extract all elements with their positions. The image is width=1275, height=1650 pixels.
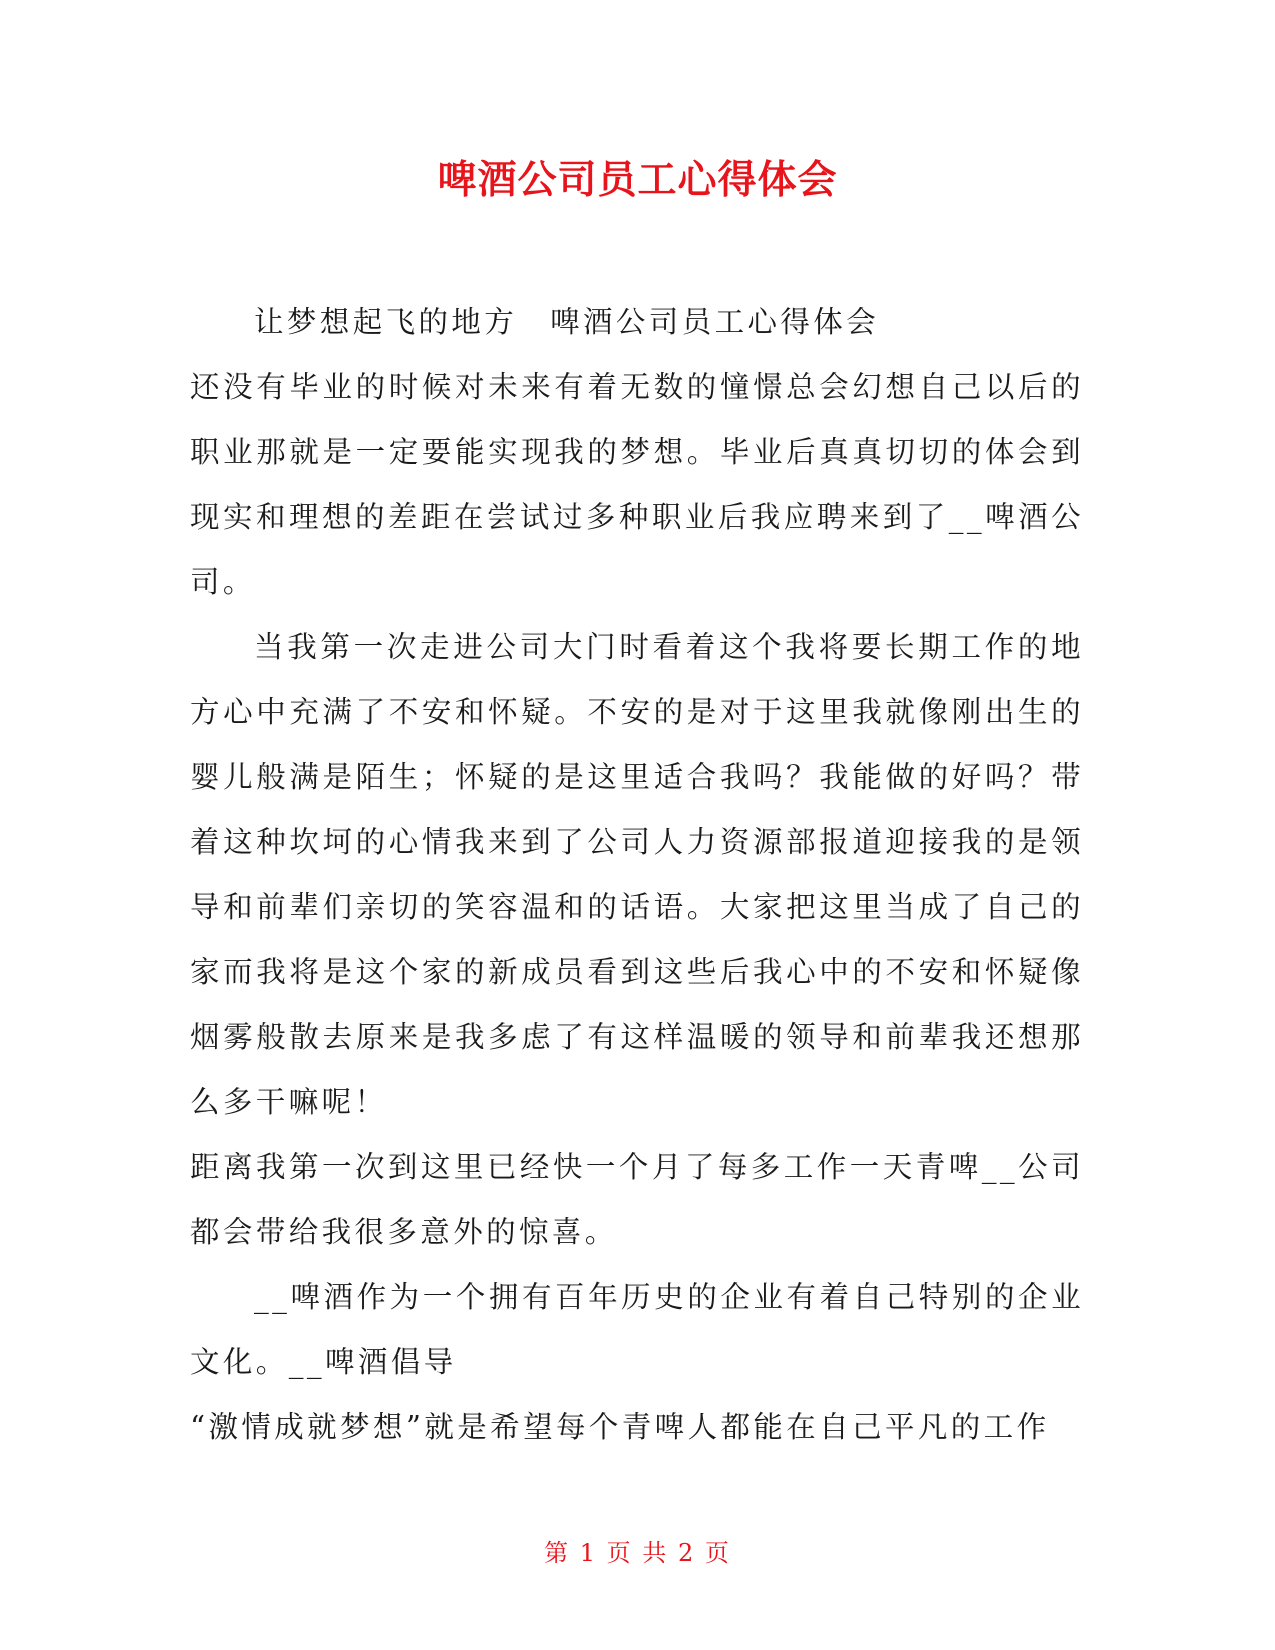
paragraph-subtitle: 让梦想起飞的地方 啤酒公司员工心得体会 xyxy=(254,305,880,339)
paragraph: 距离我第一次到这里已经快一个月了每多工作一天青啤__公司都会带给我很多意外的惊喜。 xyxy=(190,1150,1084,1249)
paragraph: 当我第一次走进公司大门时看着这个我将要长期工作的地方心中充满了不安和怀疑。不安的是对于这里我就像刚出生的婴儿般满是陌生；怀疑的是这里适合我吗？我能做的好吗？带着这种坎坷的心情我来到了公司人力资源部报道迎接我的是领导和前辈们亲切的笑容温和的话语。大家把这里当成了自己的家而我将是这个家的新成员看到这些后我心中的不安和怀疑像烟雾般散去原来是我多虑了有这样温暖的领导和前辈我还想那么多干嘛呢！ xyxy=(190,630,1084,1119)
paragraph: 还没有毕业的时候对未来有着无数的憧憬总会幻想自己以后的职业那就是一定要能实现我的梦想。毕业后真真切切的体会到现实和理想的差距在尝试过多种职业后我应聘来到了__啤酒公司。 xyxy=(190,370,1084,599)
page-footer: 第 1 页 共 2 页 xyxy=(544,1539,731,1567)
document-body xyxy=(190,290,1084,1460)
document-title: 啤酒公司员工心得体会 xyxy=(437,158,838,203)
paragraph: “激情成就梦想”就是希望每个青啤人都能在自己平凡的工作 xyxy=(190,1410,1050,1444)
paragraph: __啤酒作为一个拥有百年历史的企业有着自己特别的企业文化。__啤酒倡导 xyxy=(190,1280,1084,1379)
